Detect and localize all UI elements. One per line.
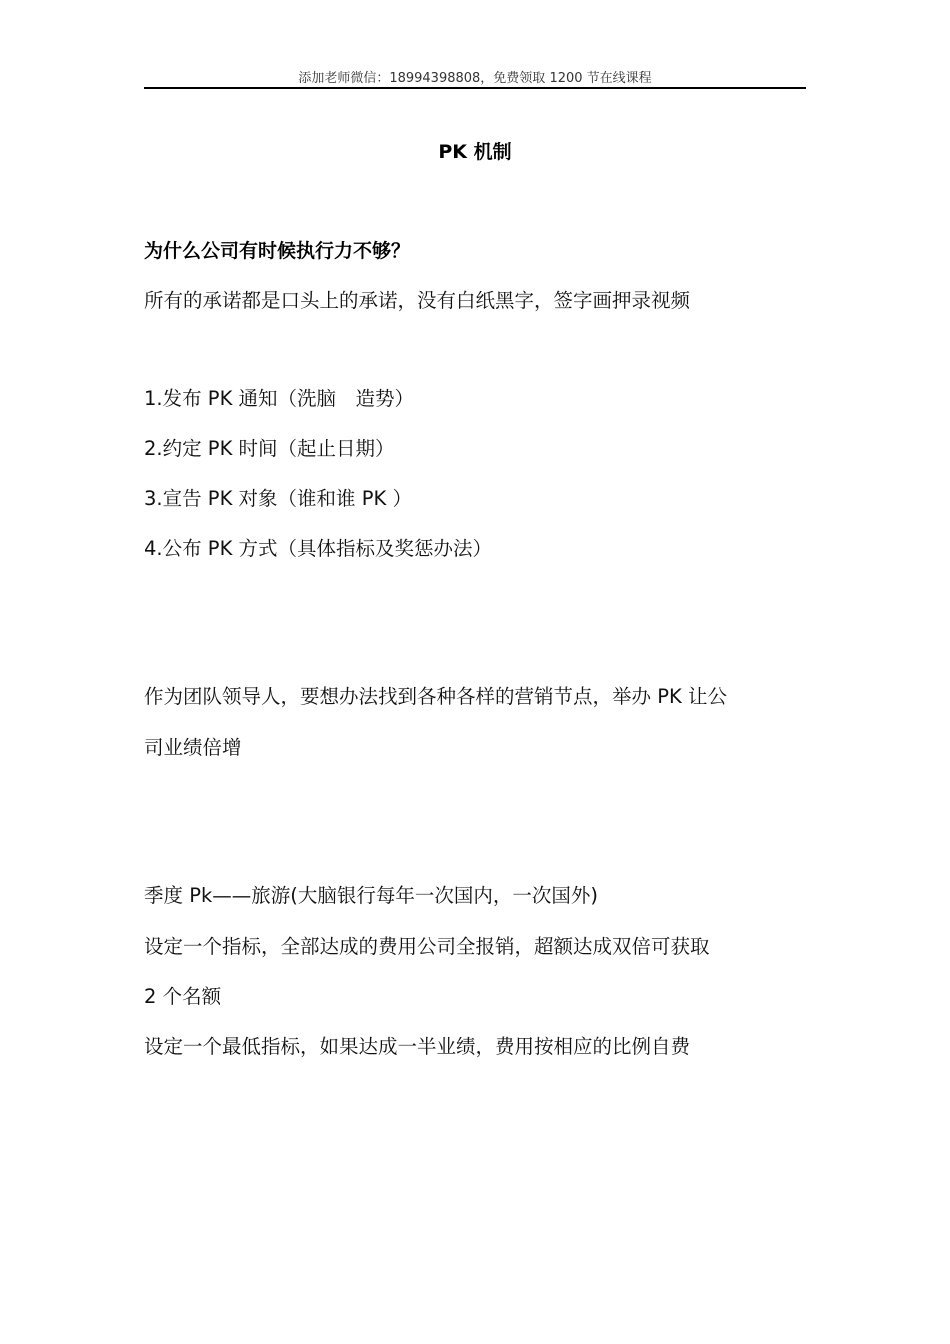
- page-title: PK 机制: [438, 141, 512, 163]
- step-item: 3.宣告 PK 对象（谁和谁 PK ）: [144, 487, 412, 510]
- answer-paragraph: 所有的承诺都是口头上的承诺，没有白纸黑字，签字画押录视频: [144, 289, 691, 312]
- header-divider: [144, 87, 806, 89]
- quarterly-rule-line: 设定一个指标，全部达成的费用公司全报销，超额达成双倍可获取: [144, 935, 710, 958]
- page-header-text: 添加老师微信：18994398808，免费领取 1200 节在线课程: [298, 71, 652, 86]
- section-question: 为什么公司有时候执行力不够？: [144, 240, 411, 262]
- quarterly-rule-line: 2 个名额: [144, 985, 222, 1008]
- step-item: 1.发布 PK 通知（洗脑 造势）: [144, 387, 415, 410]
- quarterly-heading: 季度 Pk——旅游(大脑银行每年一次国内，一次国外): [144, 884, 598, 907]
- quarterly-rule-line: 设定一个最低指标，如果达成一半业绩，费用按相应的比例自费: [144, 1035, 691, 1058]
- step-item: 4.公布 PK 方式（具体指标及奖惩办法）: [144, 537, 493, 560]
- leader-paragraph-line: 作为团队领导人，要想办法找到各种各样的营销节点，举办 PK 让公: [144, 685, 727, 708]
- leader-paragraph-line: 司业绩倍增: [144, 736, 242, 759]
- step-item: 2.约定 PK 时间（起止日期）: [144, 437, 395, 460]
